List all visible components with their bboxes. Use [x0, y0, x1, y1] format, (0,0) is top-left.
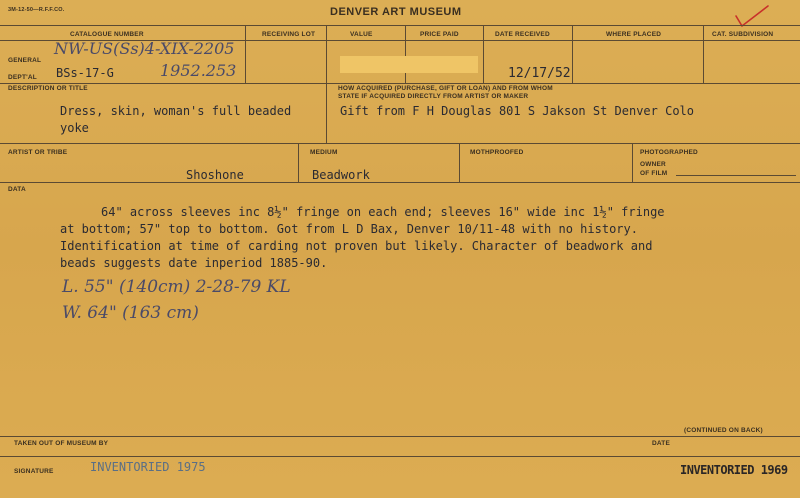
rule-line	[632, 143, 633, 182]
artist-label: ARTIST OR TRIBE	[8, 149, 68, 156]
deptal-label: DEPT'AL	[8, 74, 37, 81]
medium-label: MEDIUM	[310, 149, 338, 156]
data-line: Identification at time of carding not proven but likely. Character of beadwork and	[60, 239, 653, 253]
redacted-value	[340, 56, 478, 73]
inventoried-1969-stamp: INVENTORIED 1969	[680, 463, 788, 477]
form-code: 3M-12-50—R.F.F.CO.	[8, 7, 65, 13]
data-line: at bottom; 57" top to bottom. Got from L D Bax, Denver 10/11-48 with no history.	[60, 222, 638, 236]
date-label: DATE	[652, 440, 671, 447]
value-label: VALUE	[350, 31, 373, 38]
catalogue-number-label: CATALOGUE NUMBER	[70, 31, 144, 38]
taken-out-label: TAKEN OUT OF MUSEUM BY	[14, 440, 109, 447]
rule-line	[405, 25, 406, 83]
data-line: beads suggests date inperiod 1885-90.	[60, 256, 328, 270]
rule-line	[0, 83, 800, 84]
signature-label: SIGNATURE	[14, 468, 54, 475]
general-number: NW-US(Ss)4-XIX-2205	[54, 39, 235, 58]
rule-line	[0, 456, 800, 457]
rule-line	[572, 25, 573, 83]
receiving-lot-label: RECEIVING LOT	[262, 31, 316, 38]
handwritten-width-note: W. 64" (163 cm)	[62, 303, 199, 323]
rule-line	[0, 182, 800, 183]
mothproofed-label: MOTHPROOFED	[470, 149, 524, 156]
date-received-value: 12/17/52	[508, 66, 571, 81]
rule-line	[326, 83, 327, 143]
continued-on-back-label: (CONTINUED ON BACK)	[684, 427, 763, 434]
dept-number-handwritten: 1952.253	[160, 61, 237, 80]
rule-line	[0, 143, 800, 144]
price-paid-label: PRICE PAID	[420, 31, 459, 38]
general-label: GENERAL	[8, 57, 42, 64]
description-line-1: Dress, skin, woman's full beaded	[60, 104, 292, 118]
rule-line	[703, 25, 704, 83]
inventoried-1975-stamp: INVENTORIED 1975	[90, 460, 206, 474]
how-acquired-sub-label: STATE IF ACQUIRED DIRECTLY FROM ARTIST OR MAKER	[338, 93, 529, 100]
how-acquired-label: HOW ACQUIRED (PURCHASE, GIFT OR LOAN) AND FROM WHOM	[338, 85, 553, 92]
description-line-2: yoke	[60, 121, 89, 135]
data-label: DATA	[8, 186, 26, 193]
dept-number-typed: BSs-17-G	[56, 66, 114, 80]
check-mark-icon	[734, 4, 770, 30]
rule-line	[676, 175, 796, 176]
date-received-label: DATE RECEIVED	[495, 31, 550, 38]
of-film-label: OF FILM	[640, 170, 668, 177]
rule-line	[326, 25, 327, 83]
rule-line	[245, 25, 246, 83]
data-line: 64" across sleeves inc 8½" fringe on each end; sleeves 16" wide inc 1½" fringe	[101, 205, 665, 219]
rule-line	[459, 143, 460, 182]
artist-tribe-value: Shoshone	[186, 168, 244, 182]
how-acquired-value: Gift from F H Douglas 801 S Jakson St Denver Colo	[340, 104, 695, 118]
rule-line	[298, 143, 299, 182]
photographed-label: PHOTOGRAPHED	[640, 149, 698, 156]
rule-line	[0, 436, 800, 437]
description-label: DESCRIPTION OR TITLE	[8, 85, 88, 92]
where-placed-label: WHERE PLACED	[606, 31, 662, 38]
medium-value: Beadwork	[312, 168, 370, 182]
rule-line	[483, 25, 484, 83]
museum-name: DENVER ART MUSEUM	[330, 6, 462, 18]
cat-subdivision-label: CAT. SUBDIVISION	[712, 31, 774, 38]
owner-label: OWNER	[640, 161, 666, 168]
rule-line	[0, 25, 800, 26]
handwritten-length-note: L. 55" (140cm) 2-28-79 KL	[62, 277, 291, 297]
